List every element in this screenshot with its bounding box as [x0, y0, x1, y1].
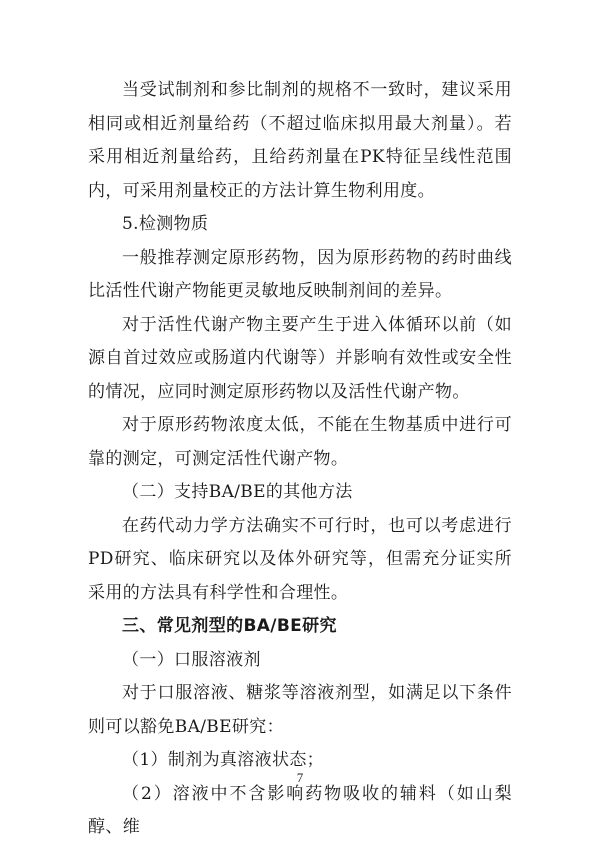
document-body: [88, 74, 512, 845]
paragraph-waiver-conditions: 对于口服溶液、糖浆等溶液剂型，如满足以下条件则可以豁免BA/BE研究：: [88, 683, 512, 737]
section-heading-common-dosage-forms: 三、常见剂型的BA/BE研究: [122, 616, 337, 636]
paragraph-active-metabolite: 对于活性代谢产物主要产生于进入体循环以前（如源自首过效应或肠道内代谢等）并影响有效性或安全性的情况，应同时测定原形药物以及活性代谢产物。: [88, 314, 512, 402]
paragraph-pd-clinical-invitro: 在药代动力学方法确实不可行时，也可以考虑进行PD研究、临床研究以及体外研究等，但需充分证实所采用的方法具有科学性和合理性。: [88, 515, 512, 603]
paragraph-dose-specification: 当受试制剂和参比制剂的规格不一致时，建议采用相同或相近剂量给药（不超过临床拟用最大剂量）。若采用相近剂量给药，且给药剂量在PK特征呈线性范围内，可采用剂量校正的方法计算生物利用度。: [88, 80, 512, 201]
paragraph-low-concentration: 对于原形药物浓度太低，不能在生物基质中进行可靠的测定，可测定活性代谢产物。: [88, 415, 512, 469]
section-heading-detection-substance: 5.检测物质: [122, 214, 209, 234]
list-item-true-solution: （1）制剂为真溶液状态；: [122, 750, 325, 770]
list-item-excipients: （2）溶液中不含影响药物吸收的辅料（如山梨醇、维: [88, 783, 512, 837]
page-number: 7: [296, 770, 304, 785]
section-heading-oral-solution: （一）口服溶液剂: [122, 649, 261, 670]
paragraph-parent-drug: 一般推荐测定原形药物，因为原形药物的药时曲线比活性代谢产物能更灵敏地反映制剂间的差异。: [88, 247, 512, 301]
section-heading-other-methods: （二）支持BA/BE的其他方法: [122, 482, 353, 502]
